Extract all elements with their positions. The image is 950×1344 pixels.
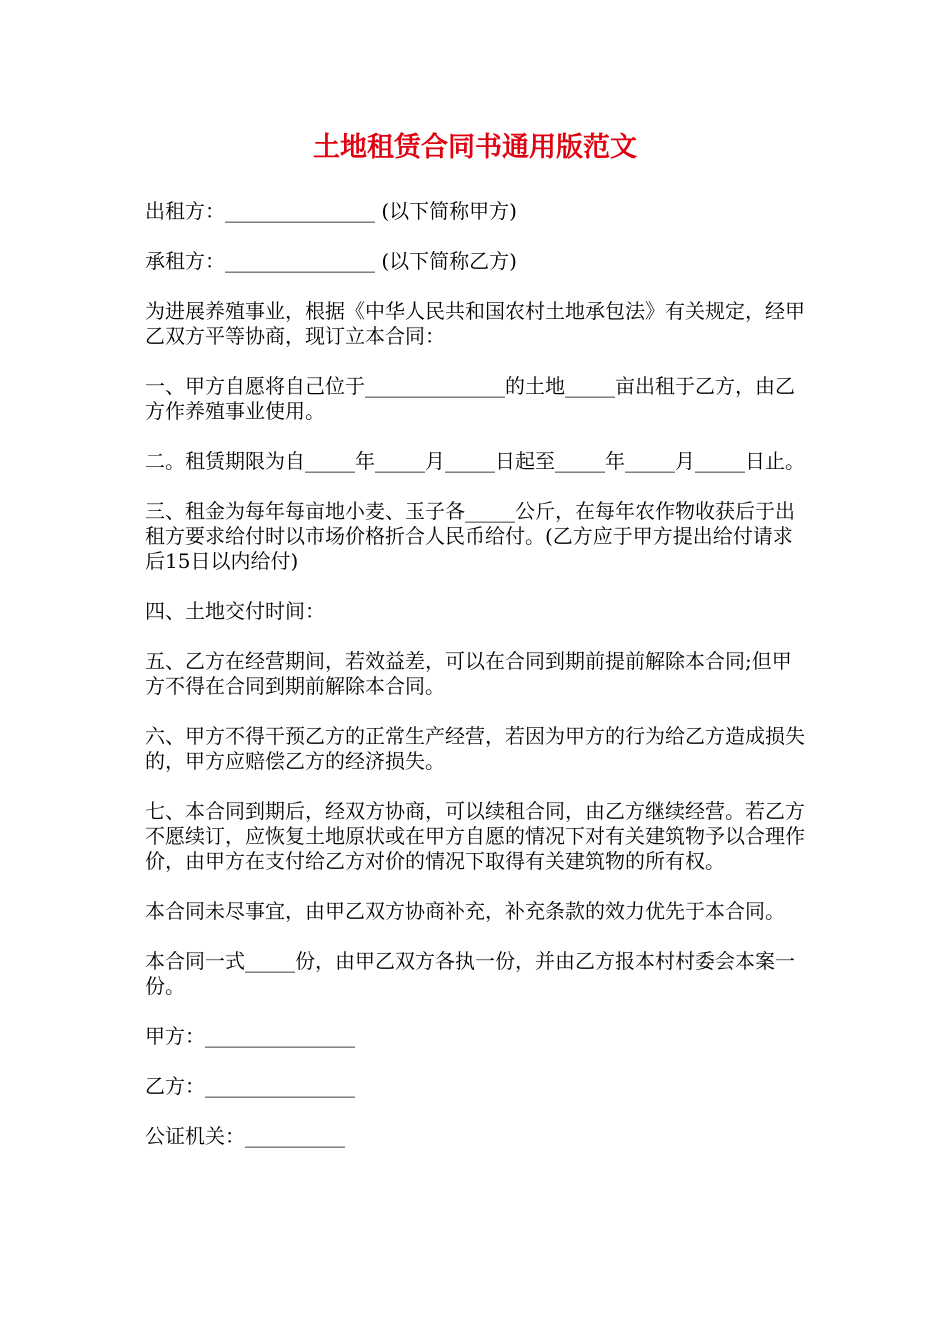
clause-3: 三、租金为每年每亩地小麦、玉子各_____公斤，在每年农作物收获后于出租方要求给付时以市场价格折合人民币给付。(乙方应于甲方提出给付请求后15日以内给付) (145, 499, 795, 573)
preamble-paragraph: 为进展养殖事业，根据《中华人民共和国农村土地承包法》有关规定，经甲乙双方平等协商，现订立本合同： (145, 299, 805, 348)
notary-line: 公证机关：__________ (145, 1124, 345, 1148)
party-b-signature-line: 乙方：_______________ (145, 1074, 355, 1098)
copies-paragraph: 本合同一式_____份，由甲乙双方各执一份，并由乙方报本村村委会本案一份。 (145, 949, 795, 998)
clause-1: 一、甲方自愿将自己位于______________的土地_____亩出租于乙方，由乙方作养殖事业使用。 (145, 374, 795, 423)
clause-4: 四、土地交付时间： (145, 599, 325, 623)
lessee-line: 承租方：_______________ (以下简称乙方) (145, 249, 517, 273)
clause-7: 七、本合同到期后，经双方协商，可以续租合同，由乙方继续经营。若乙方不愿续订，应恢复土地原状或在甲方自愿的情况下对有关建筑物予以合理作价，由甲方在支付给乙方对价的情况下取得有关建筑物的所有权。 (145, 799, 805, 873)
lessor-line: 出租方：_______________ (以下简称甲方) (145, 199, 517, 223)
clause-2: 二。租赁期限为自_____年_____月_____日起至_____年_____月_____日止。 (145, 449, 805, 473)
document-body (145, 199, 810, 1174)
document-title: 土地租赁合同书通用版范文 (313, 132, 637, 163)
clause-5: 五、乙方在经营期间，若效益差，可以在合同到期前提前解除本合同;但甲方不得在合同到期前解除本合同。 (145, 649, 792, 698)
supplement-paragraph: 本合同未尽事宜，由甲乙双方协商补充，补充条款的效力优先于本合同。 (145, 899, 785, 923)
party-a-signature-line: 甲方：_______________ (145, 1024, 355, 1048)
clause-6: 六、甲方不得干预乙方的正常生产经营，若因为甲方的行为给乙方造成损失的，甲方应赔偿乙方的经济损失。 (145, 724, 805, 773)
